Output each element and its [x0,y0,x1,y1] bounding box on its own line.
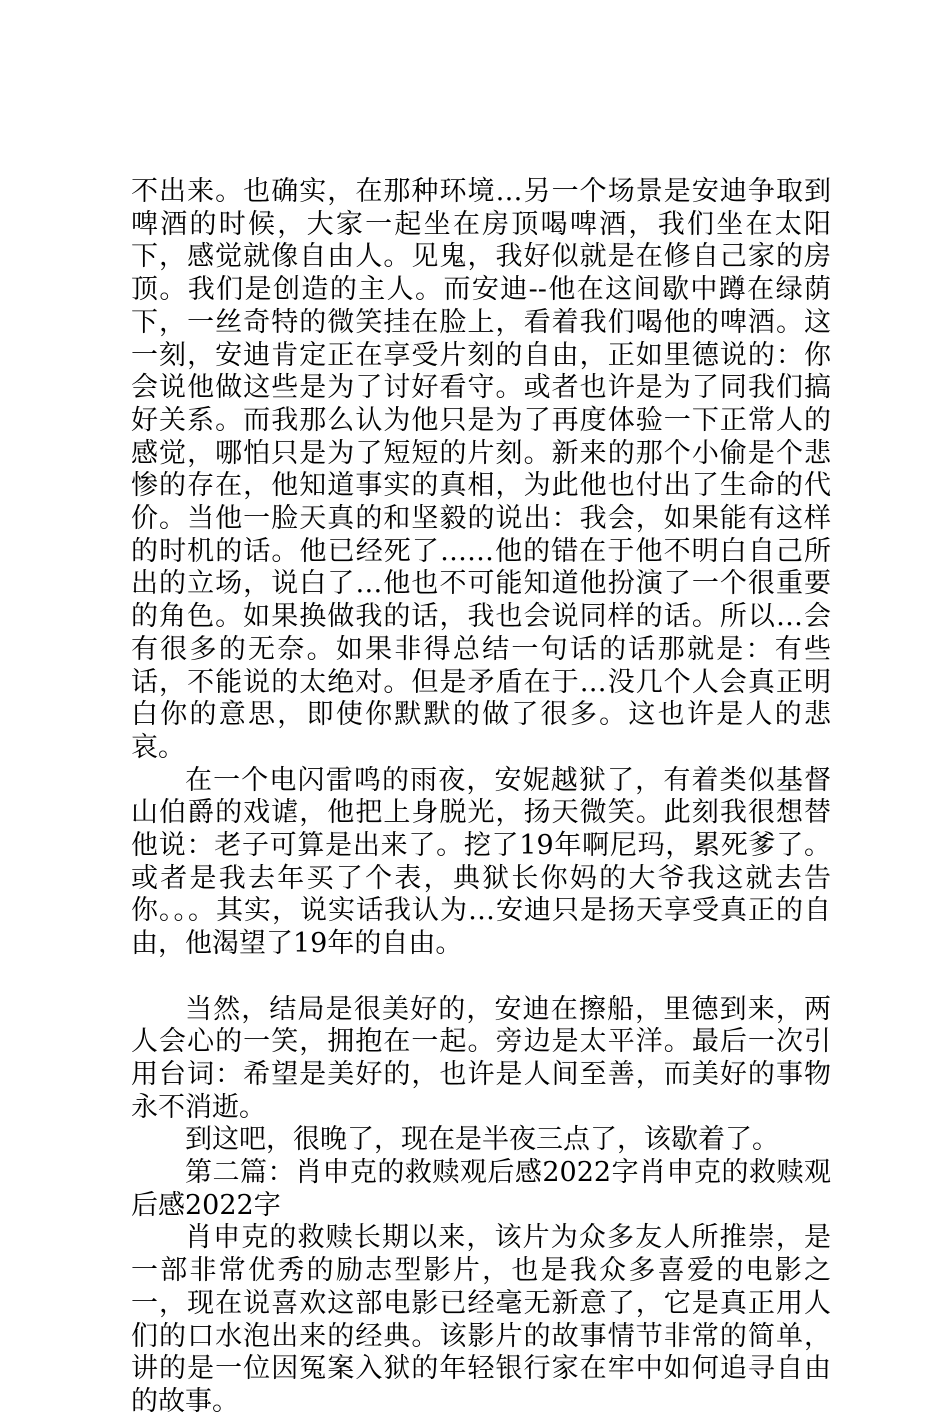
paragraph-2: 在一个电闪雷鸣的雨夜，安妮越狱了，有着类似基督山伯爵的戏谑，他把上身脱光，扬天微笑。此刻我很想替他说：老子可算是出来了。挖了19年啊尼玛，累死爹了。或者是我去年买了个表，典狱长你妈的大爷我这就去告你。。。其实，说实话我认为…安迪只是扬天享受真正的自由，他渴望了19年的自由。 [131,764,831,960]
paragraph-1: 不出来。也确实，在那种环境…另一个场景是安迪争取到啤酒的时候，大家一起坐在房顶喝啤酒，我们坐在太阳下，感觉就像自由人。见鬼，我好似就是在修自己家的房顶。我们是创造的主人。而安迪--他在这间歇中蹲在绿荫下，一丝奇特的微笑挂在脸上，看着我们喝他的啤酒。这一刻，安迪肯定正在享受片刻的自由，正如里德说的：你会说他做这些是为了讨好看守。或者也许是为了同我们搞好关系。而我那么认为他只是为了再度体验一下正常人的感觉，哪怕只是为了短短的片刻。新来的那个小偷是个悲惨的存在，他知道事实的真相，为此他也付出了生命的代价。当他一脸天真的和坚毅的说出：我会，如果能有这样的时机的话。他已经死了……他的错在于他不明白自己所出的立场，说白了…他也不可能知道他扮演了一个很重要的角色。如果换做我的话，我也会说同样的话。所以…会有很多的无奈。如果非得总结一句话的话那就是：有些话，不能说的太绝对。但是矛盾在于…没几个人会真正明白你的意思，即使你默默的做了很多。这也许是人的悲哀。 [131,176,831,763]
paragraph-4: 到这吧，很晚了，现在是半夜三点了，该歇着了。 [185,1124,779,1156]
document-body [131,176,831,1419]
paragraph-5: 肖申克的救赎长期以来，该片为众多友人所推崇，是一部非常优秀的励志型影片，也是我众多喜爱的电影之一，现在说喜欢这部电影已经毫无新意了，它是真正用人们的口水泡出来的经典。该影片的故事情节非常的简单，讲的是一位因冤案入狱的年轻银行家在牢中如何追寻自由的故事。 [131,1222,831,1417]
paragraph-gap [131,961,831,994]
paragraph-3: 当然，结局是很美好的，安迪在擦船，里德到来，两人会心的一笑，拥抱在一起。旁边是太平洋。最后一次引用台词：希望是美好的，也许是人间至善，而美好的事物永不消逝。 [131,993,831,1123]
section-heading: 第二篇：肖申克的救赎观后感2022字肖申克的救赎观后感2022字 [131,1157,831,1221]
